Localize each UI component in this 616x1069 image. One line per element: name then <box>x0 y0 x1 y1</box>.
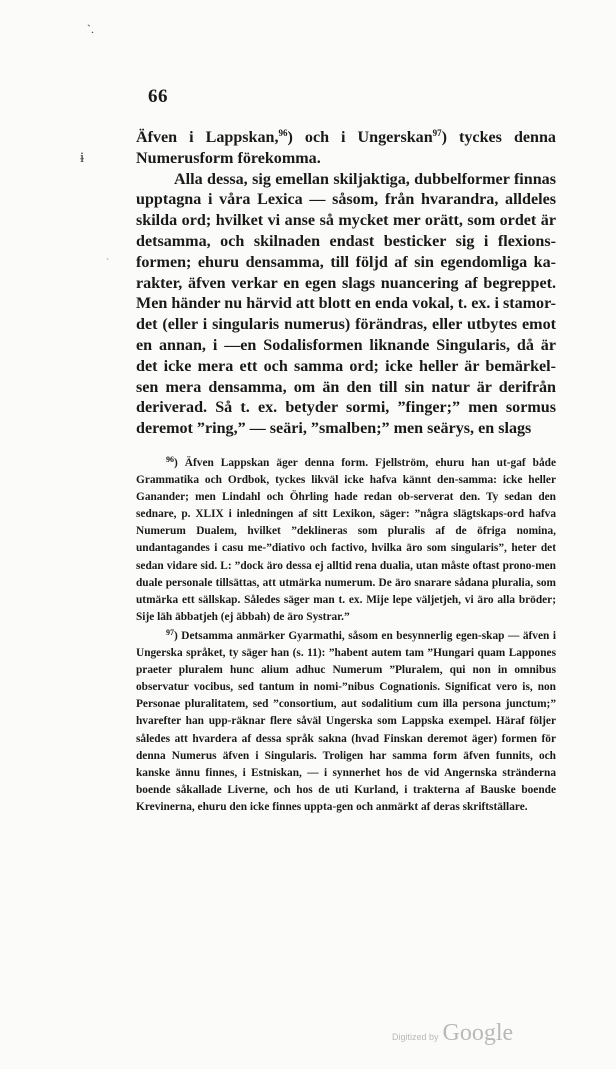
footnote-96: $^{96}$) Äfven Lappskan äger denna form. Fjellström, ehuru han ut-gaf både Grammatika och Ordbok, tyckes likväl icke hafva kännt den-samma: icke heller Ganander; men Lindahl och Öhrling hade redan ob-serverat den. Ty sedan den sednare, p. XLIX i inledningen af sitt Lexikon, säger: ”några slägtskaps-ord hafva Numerum Dualem, hvilket ”deklineras som pluralis af de öfriga nomina, undantagandes i casu me-”diativo och factivo, hvilka äro som singularis”, heter det sedan vidare sid. L: ”dock äro dessa ej alltid rena dualia, utan måste oftast prono-men duale personale tillsättas, att utmärka numerum. De äro snarare sådana pluralia, som utmärka ett sällskap. Således säger man t. ex. Mije lepe väljetjeh, vi äro alla bröder; Sije läh äbbatjeh (ej äbbah) de äro Systrar.” <box>136 455 556 623</box>
margin-mark: ɨ <box>80 150 85 166</box>
watermark-brand: Google <box>442 1020 514 1046</box>
footnote-ref-96: 96 <box>278 128 288 138</box>
watermark-prefix: Digitized by <box>392 1032 439 1042</box>
margin-mark-small: ˋ <box>106 258 110 269</box>
footnote-ref-97: 97 <box>432 128 442 138</box>
page-number: 66 <box>148 86 168 107</box>
stray-mark: ˋ. <box>87 22 94 36</box>
footnotes <box>136 455 556 816</box>
paragraph-2: Alla dessa, sig emellan skiljaktiga, dubbelformer finnas upptagna i våra Lexica — såsom, från hvarandra, alldeles skilda ord; hvilket vi anse så mycket mer orätt, som ordet är detsamma, och skilnaden endast besticker sig i flexions-formen; ehuru densamma, till följd af sin egendomliga ka-rakter, äfven verkar en egen slags nuancering af begreppet. Men händer nu härvid att blott en enda vokal, t. ex. i stamor-det (eller i singularis numerus) förändras, eller utbytes emot en annan, i —en Sodalisformen liknande Singularis, då är det icke mera ett och samma ord; icke heller är bemärkel-sen mera densamma, om än den till sin natur är derifrån deriverad. Så t. ex. betyder sormi, ”finger;” men sormus deremot ”ring,” — seäri, ”smalben;” men seärys, en slags <box>136 170 556 438</box>
footnote-97: $^{97}$) Detsamma anmärker Gyarmathi, såsom en besynnerlig egen-skap — äfven i Ungerska språket, ty säger han (s. 11): ”habent autem tam ”Hungari quam Lappones praeter pluralem hunc alium adhuc Numerum ”Pluralem, qui non in omnibus observatur vocibus, sed tantum in nomi-”nibus Cognationis. Significat vero is, non Personae pluralitatem, sed ”consortium, aut sodalitium cum illa persona junctum;” hvarefter han upp-räknar flere såväl Ungerska som Lappska exempel. Häraf följer således att hvardera af dessa språk sakna (hvad Finskan deremot äger) formen för denna Numerus äfven i Singularis. Troligen har samma form äfven funnits, och kanske ännu finnes, i Estniskan, — i synnerhet hos de vid Angernska stränderna boende såkallade Liverne, och hos de uti Kurland, i trakterna af Bauske boende Krevinerna, ehuru den icke finnes uppta-gen och anmärkt af deras skriftställare. <box>136 627 556 813</box>
google-watermark <box>392 1020 513 1047</box>
paragraph-1: Äfven i Lappskan,$^{96}$) och i Ungerskan$^{97}$) tyckes denna Numerusform förekomma. <box>136 128 556 167</box>
main-text <box>136 128 556 440</box>
